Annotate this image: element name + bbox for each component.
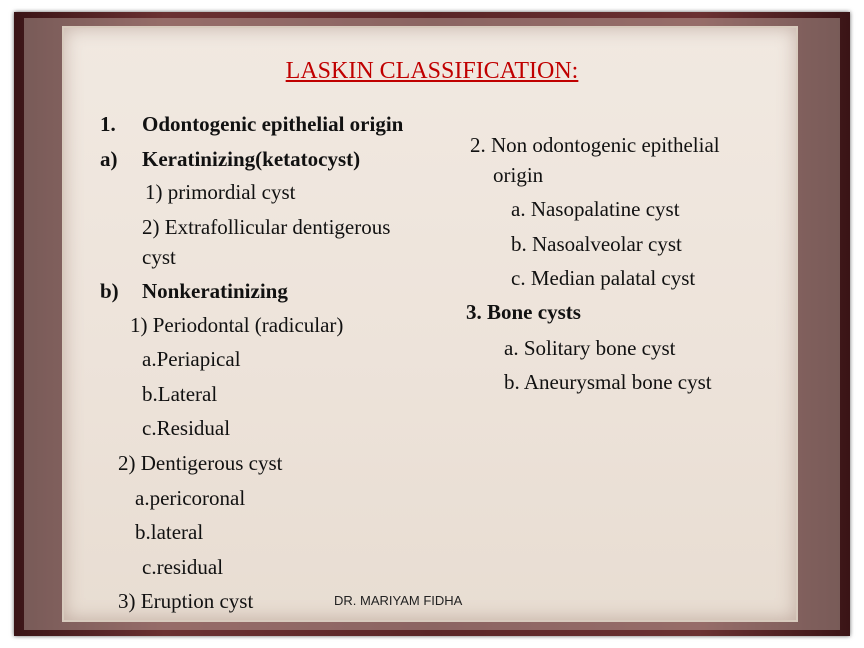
item2-heading-line1: 2. Non odontogenic epithelial [470,133,720,157]
list-item: c.Residual [142,416,231,440]
author-footer: DR. MARIYAM FIDHA [334,593,463,608]
item1-heading: Odontogenic epithelial origin [142,112,404,136]
list-item: 2) Dentigerous cyst [118,451,283,475]
list-item: a.pericoronal [135,486,246,510]
list-item: a. Nasopalatine cyst [511,197,680,221]
list-item: b. Aneurysmal bone cyst [504,370,712,394]
list-item: b. Nasoalveolar cyst [511,232,682,256]
list-item: b.Lateral [142,382,218,406]
subitem-b-label: b) [100,279,119,303]
subitem-b-heading: Nonkeratinizing [142,279,288,303]
list-item: cyst [142,245,176,269]
list-item: 1) primordial cyst [145,180,296,204]
subitem-a-label: a) [100,147,118,171]
subitem-a-heading: Keratinizing(ketatocyst) [142,147,361,171]
list-item: 2) Extrafollicular dentigerous [142,215,391,239]
list-item: a. Solitary bone cyst [504,336,676,360]
list-item: a.Periapical [142,347,241,371]
slide-title: LASKIN CLASSIFICATION: [285,58,579,84]
item3-heading: 3. Bone cysts [466,300,581,324]
list-item: b.lateral [135,520,204,544]
item1-number: 1. [100,112,116,136]
list-item: 1) Periodontal (radicular) [130,313,344,337]
list-item: 3) Eruption cyst [118,589,254,613]
list-item: c. Median palatal cyst [511,266,696,290]
item2-heading-line2: origin [493,163,544,187]
list-item: c.residual [142,555,224,579]
